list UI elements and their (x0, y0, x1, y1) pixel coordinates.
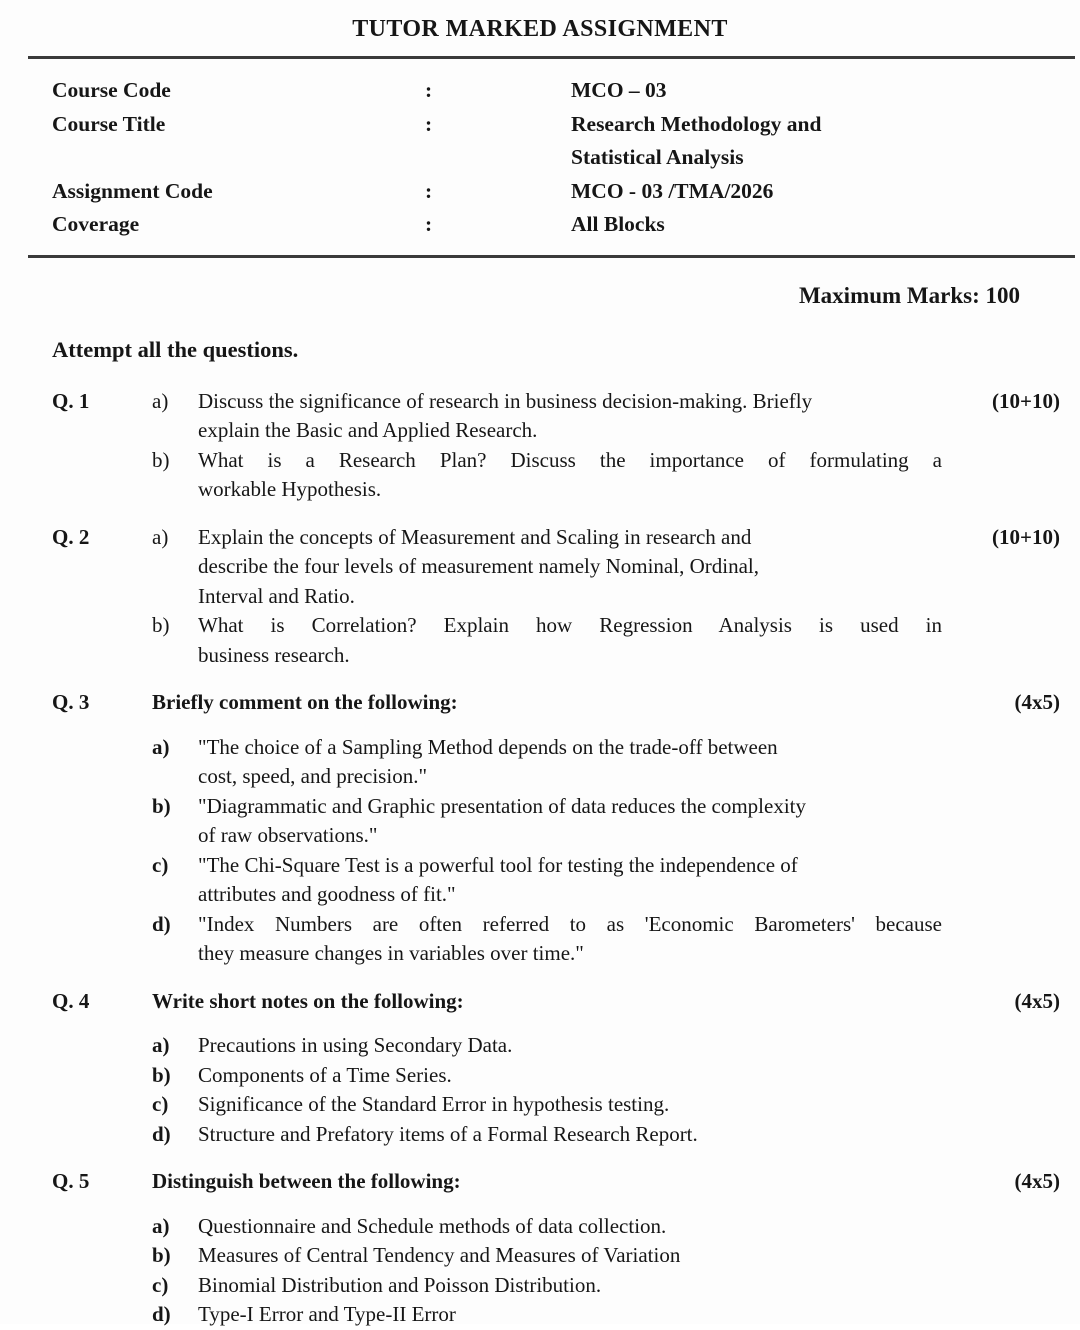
question-number: Q. 3 (52, 690, 90, 714)
question-item (152, 792, 944, 851)
item-line: Precautions in using Secondary Data. (198, 1033, 513, 1057)
instruction: Attempt all the questions. (52, 336, 299, 362)
item-label: b) (152, 1243, 171, 1267)
item-label: b) (152, 447, 170, 472)
meta-separator: : (425, 111, 433, 136)
meta-row-assignment-code (52, 175, 1080, 209)
item-line: workable Hypothesis. (198, 477, 382, 501)
question-marks: (10+10) (992, 524, 1060, 549)
meta-row-coverage (52, 208, 1080, 242)
item-line: attributes and goodness of fit." (198, 882, 456, 906)
item-label: a) (152, 1033, 170, 1057)
question-item (152, 851, 944, 910)
item-text (198, 910, 942, 969)
page-title: TUTOR MARKED ASSIGNMENT (352, 16, 728, 42)
meta-value: MCO - 03 /TMA/2026 (571, 178, 774, 203)
item-label: a) (152, 734, 170, 759)
question-marks: (4x5) (1014, 690, 1060, 714)
item-line: What is Correlation? Explain how Regression Analysis is used in (198, 613, 942, 637)
question-body (152, 387, 944, 505)
item-line: "The choice of a Sampling Method depends on the trade-off between (198, 734, 778, 759)
item-text (198, 1031, 942, 1061)
question-item (152, 1031, 944, 1061)
question-block-3 (52, 688, 1060, 969)
question-block-1 (52, 387, 1060, 505)
item-label: a) (152, 1213, 170, 1238)
question-marks: (4x5) (1014, 988, 1060, 1013)
item-line: describe the four levels of measurement namely Nominal, Ordinal, (198, 554, 759, 578)
meta-label: Assignment Code (52, 178, 213, 203)
question-block-4 (52, 987, 1060, 1150)
meta-value (571, 108, 1080, 175)
meta-label: Course Title (52, 111, 166, 136)
question-body (152, 523, 944, 671)
meta-label: Course Code (52, 78, 171, 102)
meta-value: All Blocks (571, 212, 665, 236)
question-block-2 (52, 523, 1060, 671)
item-label: c) (152, 1092, 169, 1116)
item-text (198, 1090, 942, 1120)
question-item (152, 1090, 944, 1120)
item-label: b) (152, 1062, 171, 1087)
meta-separator: : (425, 212, 433, 236)
question-item (152, 387, 944, 446)
item-line: they measure changes in variables over time." (198, 941, 584, 965)
meta-value-line: Statistical Analysis (571, 145, 744, 169)
item-line: Explain the concepts of Measurement and Scaling in research and (198, 524, 752, 549)
item-text (198, 523, 942, 612)
item-line: Components of a Time Series. (198, 1062, 452, 1087)
item-label: a) (152, 388, 169, 413)
item-line: explain the Basic and Applied Research. (198, 418, 538, 442)
item-line: Type-I Error and Type-II Error (198, 1302, 456, 1326)
item-line: Structure and Prefatory items of a Formal Research Report. (198, 1121, 698, 1146)
item-label: a) (152, 524, 169, 549)
question-body (152, 688, 944, 969)
question-item (152, 1120, 944, 1150)
item-text (198, 1061, 942, 1091)
item-line: of raw observations." (198, 823, 378, 847)
meta-separator: : (425, 78, 433, 102)
question-item (152, 733, 944, 792)
question-item (152, 523, 944, 612)
item-label: d) (152, 1302, 171, 1326)
question-block-5 (52, 1167, 1060, 1330)
item-label: d) (152, 911, 171, 936)
meta-separator: : (425, 178, 433, 203)
item-text (198, 387, 942, 446)
meta-label: Coverage (52, 212, 140, 236)
meta-row-course-title (52, 108, 1080, 175)
item-text (198, 1271, 942, 1301)
question-number: Q. 2 (52, 524, 90, 549)
question-item (152, 446, 944, 505)
item-line: "The Chi-Square Test is a powerful tool for testing the independence of (198, 852, 798, 877)
item-line: Binomial Distribution and Poisson Distribution. (198, 1272, 602, 1297)
item-label: c) (152, 852, 169, 877)
question-item (152, 1271, 944, 1301)
item-line: Significance of the Standard Error in hypothesis testing. (198, 1092, 670, 1116)
question-item (152, 611, 944, 670)
question-item (152, 1300, 944, 1330)
item-text (198, 1300, 942, 1330)
question-item (152, 1061, 944, 1091)
item-label: b) (152, 793, 171, 818)
course-meta (0, 59, 1080, 255)
item-text (198, 1241, 942, 1271)
meta-row-course-code (52, 74, 1080, 108)
item-text (198, 611, 942, 670)
item-line: business research. (198, 642, 350, 667)
meta-value-line: Research Methodology and (571, 111, 822, 136)
item-label: b) (152, 613, 170, 637)
item-text (198, 733, 942, 792)
question-item (152, 1212, 944, 1242)
item-label: c) (152, 1272, 169, 1297)
meta-value: MCO – 03 (571, 78, 667, 102)
question-marks: (10+10) (992, 388, 1060, 413)
item-line: What is a Research Plan? Discuss the importance of formulating a (198, 447, 942, 472)
question-item (152, 910, 944, 969)
item-line: "Index Numbers are often referred to as 'Economic Barometers' because (198, 911, 942, 936)
item-text (198, 446, 942, 505)
item-label: d) (152, 1121, 171, 1146)
item-text (198, 851, 942, 910)
question-number: Q. 5 (52, 1169, 90, 1193)
question-heading: Write short notes on the following: (152, 988, 464, 1013)
question-number: Q. 4 (52, 988, 90, 1013)
max-marks: Maximum Marks: 100 (798, 282, 1020, 308)
item-line: cost, speed, and precision." (198, 764, 428, 788)
item-text (198, 1212, 942, 1242)
question-marks: (4x5) (1014, 1169, 1060, 1193)
question-body (152, 1167, 944, 1330)
question-body (152, 987, 944, 1150)
item-line: Measures of Central Tendency and Measures of Variation (198, 1243, 681, 1267)
question-heading: Distinguish between the following: (152, 1169, 461, 1193)
item-text (198, 1120, 942, 1150)
question-number: Q. 1 (52, 388, 90, 413)
question-item (152, 1241, 944, 1271)
item-text (198, 792, 942, 851)
item-line: Discuss the significance of research in business decision-making. Briefly (198, 388, 813, 413)
item-line: "Diagrammatic and Graphic presentation of data reduces the complexity (198, 793, 807, 818)
item-line: Interval and Ratio. (198, 583, 355, 608)
question-heading: Briefly comment on the following: (152, 690, 458, 714)
item-line: Questionnaire and Schedule methods of data collection. (198, 1213, 667, 1238)
